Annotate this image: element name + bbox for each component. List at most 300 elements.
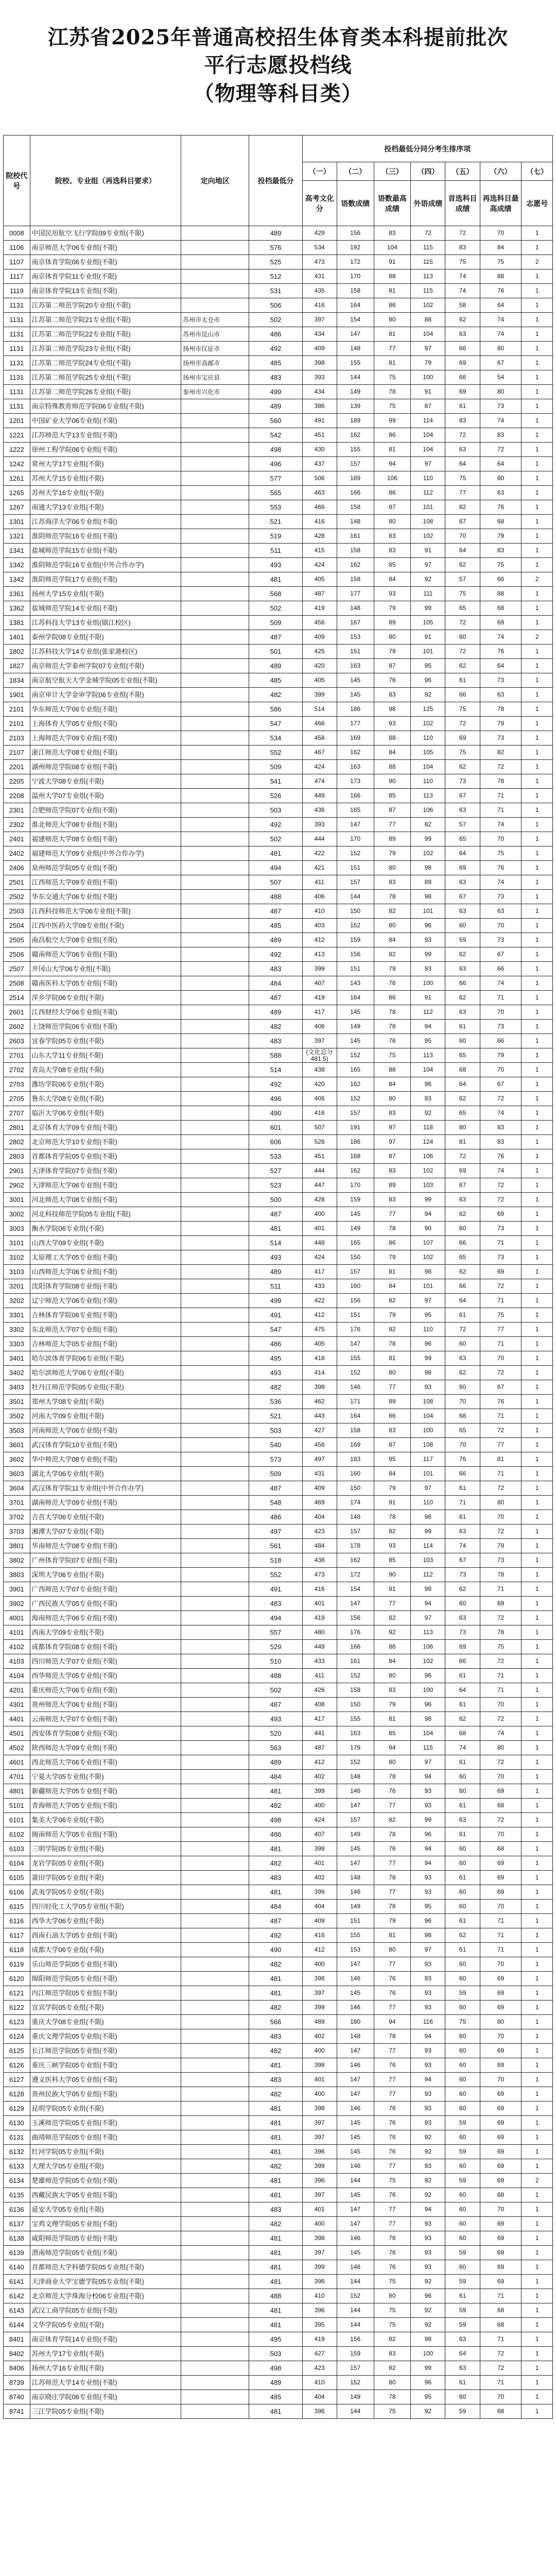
table-row bbox=[4, 457, 553, 471]
cell-dir bbox=[181, 1986, 249, 2001]
cell-rank-7: 1 bbox=[522, 2231, 553, 2246]
cell-rank-7: 1 bbox=[522, 2087, 553, 2102]
cell-score: 485 bbox=[249, 2390, 302, 2404]
cell-rank-2: 146 bbox=[337, 2231, 374, 2246]
table-row bbox=[4, 1611, 553, 1625]
cell-code: 1827 bbox=[4, 659, 30, 673]
table-row bbox=[4, 558, 553, 572]
cell-rank-4: 100 bbox=[411, 1423, 445, 1438]
cell-dir bbox=[181, 1337, 249, 1351]
cell-code: 6106 bbox=[4, 1885, 30, 1900]
cell-rank-1: 393 bbox=[302, 370, 337, 385]
table-row bbox=[4, 1323, 553, 1337]
cell-rank-5: 69 bbox=[445, 385, 480, 399]
cell-rank-5: 61 bbox=[445, 1698, 480, 1712]
cell-name: 首都体育学院05专业组(不限) bbox=[30, 1149, 181, 1164]
cell-rank-6: 70 bbox=[480, 2202, 522, 2217]
cell-rank-1: 526 bbox=[302, 1135, 337, 1149]
cell-name: 文华学院05专业组(不限) bbox=[30, 2318, 181, 2332]
cell-rank-4: 113 bbox=[411, 1625, 445, 1640]
cell-score: 492 bbox=[249, 1077, 302, 1092]
cell-rank-5: 63 bbox=[445, 803, 480, 818]
cell-rank-6: 69 bbox=[480, 1597, 522, 1611]
cell-rank-1: 497 bbox=[302, 1452, 337, 1467]
cell-rank-5: 63 bbox=[445, 327, 480, 342]
cell-rank-4: 100 bbox=[411, 976, 445, 991]
cell-rank-3: 75 bbox=[374, 2174, 411, 2188]
cell-rank-4: 104 bbox=[411, 428, 445, 443]
cell-rank-4: 115 bbox=[411, 241, 445, 255]
cell-rank-2: 157 bbox=[337, 875, 374, 890]
cell-rank-5: 72 bbox=[445, 717, 480, 731]
cell-rank-1: 400 bbox=[302, 1957, 337, 1972]
cell-rank-2: 150 bbox=[337, 1698, 374, 1712]
cell-rank-7: 1 bbox=[522, 1366, 553, 1380]
cell-rank-3: 78 bbox=[374, 1337, 411, 1351]
cell-rank-3: 80 bbox=[374, 2289, 411, 2303]
cell-rank-4: 115 bbox=[411, 255, 445, 269]
cell-score: 493 bbox=[249, 1366, 302, 1380]
title-line-1: 江苏省2025年普通高校招生体育类本科提前批次 bbox=[47, 25, 509, 49]
cell-rank-2: 145 bbox=[337, 1986, 374, 2001]
cell-rank-4: 101 bbox=[411, 1467, 445, 1481]
cell-name: 东北师范大学07专业组(不限) bbox=[30, 1323, 181, 1337]
cell-rank-1: 405 bbox=[302, 673, 337, 688]
cell-rank-3: 79 bbox=[374, 645, 411, 659]
table-row bbox=[4, 1250, 553, 1265]
table-row bbox=[4, 832, 553, 846]
cell-name: 湖北大学06专业组(不限) bbox=[30, 1467, 181, 1481]
cell-code: 2406 bbox=[4, 861, 30, 875]
cell-score: 487 bbox=[249, 991, 302, 1005]
cell-rank-1: 441 bbox=[302, 1726, 337, 1741]
cell-rank-2: 152 bbox=[337, 2289, 374, 2303]
cell-rank-7: 1 bbox=[522, 1294, 553, 1308]
cell-dir bbox=[181, 2058, 249, 2073]
cell-code: 2101 bbox=[4, 702, 30, 717]
cell-rank-4: 92 bbox=[411, 2318, 445, 2332]
cell-rank-5: 72 bbox=[445, 1149, 480, 1164]
cell-score: 510 bbox=[249, 1654, 302, 1669]
cell-code: 6120 bbox=[4, 1972, 30, 1986]
cell-rank-7: 1 bbox=[522, 1164, 553, 1178]
cell-code: 3302 bbox=[4, 1323, 30, 1337]
cell-rank-3: 80 bbox=[374, 1943, 411, 1957]
cell-rank-4: 94 bbox=[411, 1207, 445, 1222]
cell-dir bbox=[181, 1799, 249, 1813]
cell-rank-3: 77 bbox=[374, 818, 411, 832]
cell-code: 6124 bbox=[4, 2029, 30, 2044]
cell-rank-4: 96 bbox=[411, 673, 445, 688]
cell-score: 499 bbox=[249, 1294, 302, 1308]
cell-rank-1: 473 bbox=[302, 1568, 337, 1582]
cell-dir bbox=[181, 1827, 249, 1842]
cell-score: 482 bbox=[249, 688, 302, 702]
cell-code: 3503 bbox=[4, 1423, 30, 1438]
cell-dir bbox=[181, 1712, 249, 1726]
table-row bbox=[4, 2217, 553, 2231]
cell-rank-4: 95 bbox=[411, 1900, 445, 1914]
cell-code: 1222 bbox=[4, 443, 30, 457]
cell-rank-3: 76 bbox=[374, 2058, 411, 2073]
cell-rank-2: 192 bbox=[337, 241, 374, 255]
cell-dir bbox=[181, 890, 249, 904]
cell-rank-1: 400 bbox=[302, 2217, 337, 2231]
cell-rank-5: 62 bbox=[445, 1928, 480, 1943]
cell-rank-1: 421 bbox=[302, 861, 337, 875]
cell-rank-3: 79 bbox=[374, 1698, 411, 1712]
cell-rank-6: 88 bbox=[480, 269, 522, 284]
table-row bbox=[4, 2390, 553, 2404]
cell-rank-3: 83 bbox=[374, 529, 411, 544]
cell-rank-4: 104 bbox=[411, 760, 445, 774]
cell-rank-2: 149 bbox=[337, 1900, 374, 1914]
cell-score: 498 bbox=[249, 443, 302, 457]
cell-rank-3: 80 bbox=[374, 2376, 411, 2390]
cell-rank-3: 87 bbox=[374, 1438, 411, 1452]
cell-name: 乐山师范学院05专业组(不限) bbox=[30, 1957, 181, 1972]
cell-code: 3501 bbox=[4, 1395, 30, 1409]
table-row bbox=[4, 789, 553, 803]
cell-name: 南京师范大学泰州学院07专业组(不限) bbox=[30, 659, 181, 673]
table-row bbox=[4, 1799, 553, 1813]
cell-score: 503 bbox=[249, 1423, 302, 1438]
cell-rank-4: 103 bbox=[411, 1553, 445, 1568]
cell-dir: 扬州市仪征市 bbox=[181, 342, 249, 356]
cell-rank-7: 2 bbox=[522, 2174, 553, 2188]
cell-rank-1: 420 bbox=[302, 659, 337, 673]
cell-rank-6: 63 bbox=[480, 688, 522, 702]
cell-name: 湖州师范学院08专业组(不限) bbox=[30, 760, 181, 774]
cell-rank-4: 118 bbox=[411, 1121, 445, 1135]
cell-dir bbox=[181, 1842, 249, 1856]
cell-rank-1: 409 bbox=[302, 630, 337, 645]
table-row bbox=[4, 284, 553, 298]
cell-rank-3: 81 bbox=[374, 1712, 411, 1726]
cell-code: 4801 bbox=[4, 1784, 30, 1799]
cell-rank-3: 92 bbox=[374, 1323, 411, 1337]
cell-rank-3: 83 bbox=[374, 226, 411, 241]
cell-name: 重庆师范大学06专业组(不限) bbox=[30, 1683, 181, 1698]
cell-score: 489 bbox=[249, 1005, 302, 1020]
table-row bbox=[4, 500, 553, 515]
cell-rank-4: 96 bbox=[411, 1337, 445, 1351]
cell-code: 2508 bbox=[4, 976, 30, 991]
cell-score: 488 bbox=[249, 890, 302, 904]
cell-rank-1: 466 bbox=[302, 717, 337, 731]
cell-rank-4: 101 bbox=[411, 645, 445, 659]
cell-rank-1: 407 bbox=[302, 976, 337, 991]
cell-rank-2: 145 bbox=[337, 1842, 374, 1856]
cell-name: 常州大学17专业组(不限) bbox=[30, 457, 181, 471]
cell-rank-5: 74 bbox=[445, 1539, 480, 1553]
cell-dir bbox=[181, 1856, 249, 1871]
cell-rank-7: 1 bbox=[522, 846, 553, 861]
cell-score: 481 bbox=[249, 2275, 302, 2289]
cell-rank-2: 167 bbox=[337, 616, 374, 630]
table-row bbox=[4, 1452, 553, 1467]
cell-rank-4: 104 bbox=[411, 1409, 445, 1423]
cell-code: 6130 bbox=[4, 2116, 30, 2130]
cell-dir bbox=[181, 2087, 249, 2102]
cell-rank-7: 1 bbox=[522, 818, 553, 832]
cell-rank-5: 61 bbox=[445, 399, 480, 414]
cell-rank-5: 60 bbox=[445, 2102, 480, 2116]
cell-rank-3: 85 bbox=[374, 1726, 411, 1741]
table-row bbox=[4, 947, 553, 962]
cell-rank-2: 149 bbox=[337, 385, 374, 399]
cell-rank-5: 62 bbox=[445, 1712, 480, 1726]
table-row bbox=[4, 255, 553, 269]
cell-rank-4: 102 bbox=[411, 298, 445, 313]
cell-rank-2: 174 bbox=[337, 1496, 374, 1510]
cell-rank-2: 180 bbox=[337, 2015, 374, 2029]
cell-name: 广州体育学院07专业组(不限) bbox=[30, 1553, 181, 1568]
cell-rank-7: 1 bbox=[522, 399, 553, 414]
cell-dir bbox=[181, 587, 249, 601]
cell-rank-1: 458 bbox=[302, 731, 337, 745]
cell-rank-5: 62 bbox=[445, 947, 480, 962]
cell-rank-3: 76 bbox=[374, 1972, 411, 1986]
cell-rank-5: 60 bbox=[445, 2130, 480, 2145]
cell-rank-6: 70 bbox=[480, 1827, 522, 1842]
cell-code: 3002 bbox=[4, 1207, 30, 1222]
cell-dir bbox=[181, 991, 249, 1005]
cell-code: 6135 bbox=[4, 2188, 30, 2202]
cell-rank-4: 87 bbox=[411, 399, 445, 414]
cell-code: 2603 bbox=[4, 1034, 30, 1048]
cell-score: 501 bbox=[249, 645, 302, 659]
cell-rank-2: 149 bbox=[337, 1827, 374, 1842]
cell-rank-3: 76 bbox=[374, 1842, 411, 1856]
cell-rank-4: 93 bbox=[411, 2001, 445, 2015]
cell-rank-5: 60 bbox=[445, 919, 480, 933]
cell-rank-7: 1 bbox=[522, 1986, 553, 2001]
cell-rank-7: 1 bbox=[522, 1625, 553, 1640]
cell-dir bbox=[181, 2347, 249, 2361]
cell-rank-4: 98 bbox=[411, 2332, 445, 2347]
cell-rank-4: 102 bbox=[411, 1654, 445, 1669]
cell-dir bbox=[181, 2318, 249, 2332]
cell-name: 广西民族大学05专业组(不限) bbox=[30, 1597, 181, 1611]
cell-rank-3: 84 bbox=[374, 1654, 411, 1669]
cell-rank-2: 144 bbox=[337, 2404, 374, 2419]
table-row bbox=[4, 1755, 553, 1770]
cell-score: 573 bbox=[249, 1452, 302, 1467]
cell-rank-4: 96 bbox=[411, 1914, 445, 1928]
cell-code: 3801 bbox=[4, 1539, 30, 1553]
cell-code: 6115 bbox=[4, 1900, 30, 1914]
cell-rank-4: 114 bbox=[411, 414, 445, 428]
cell-code: 2502 bbox=[4, 890, 30, 904]
cell-rank-2: 145 bbox=[337, 688, 374, 702]
table-row bbox=[4, 2376, 553, 2390]
cell-dir bbox=[181, 1279, 249, 1294]
cell-rank-3: 79 bbox=[374, 962, 411, 976]
cell-code: 1131 bbox=[4, 342, 30, 356]
cell-rank-3: 84 bbox=[374, 1279, 411, 1294]
cell-rank-6: 69 bbox=[480, 2102, 522, 2116]
table-row bbox=[4, 1726, 553, 1741]
cell-name: 西华师范大学05专业组(不限) bbox=[30, 1669, 181, 1683]
cell-dir bbox=[181, 471, 249, 486]
cell-rank-1: 433 bbox=[302, 1279, 337, 1294]
cell-rank-2: 152 bbox=[337, 1669, 374, 1683]
cell-dir bbox=[181, 2159, 249, 2174]
cell-dir: 扬州市宝应县 bbox=[181, 370, 249, 385]
table-row bbox=[4, 515, 553, 529]
cell-dir bbox=[181, 1308, 249, 1323]
cell-rank-7: 1 bbox=[522, 2145, 553, 2159]
cell-code: 1342 bbox=[4, 572, 30, 587]
cell-name: 四川师范大学07专业组(不限) bbox=[30, 1654, 181, 1669]
cell-rank-3: 94 bbox=[374, 457, 411, 471]
cell-score: 502 bbox=[249, 601, 302, 616]
cell-rank-4: 101 bbox=[411, 500, 445, 515]
cell-rank-4: 104 bbox=[411, 443, 445, 457]
cell-name: 南通大学13专业组(不限) bbox=[30, 500, 181, 515]
cell-code: 3701 bbox=[4, 1496, 30, 1510]
cell-rank-7: 1 bbox=[522, 284, 553, 298]
cell-dir bbox=[181, 1683, 249, 1698]
cell-rank-3: 85 bbox=[374, 789, 411, 803]
cell-rank-4: 110 bbox=[411, 1323, 445, 1337]
cell-rank-5: 81 bbox=[445, 1135, 480, 1149]
cell-rank-1: 406 bbox=[302, 1020, 337, 1034]
cell-dir bbox=[181, 616, 249, 630]
cell-code: 1901 bbox=[4, 688, 30, 702]
cell-rank-2: 161 bbox=[337, 529, 374, 544]
cell-rank-5: 71 bbox=[445, 1496, 480, 1510]
cell-name: 南京师范大学06专业组(不限) bbox=[30, 241, 181, 255]
cell-dir bbox=[181, 1351, 249, 1366]
cell-rank-7: 1 bbox=[522, 1092, 553, 1106]
cell-code: 6126 bbox=[4, 2058, 30, 2073]
cell-rank-1: 514 bbox=[302, 702, 337, 717]
cell-rank-3: 84 bbox=[374, 1077, 411, 1092]
cell-name: 深圳大学06专业组(不限) bbox=[30, 1568, 181, 1582]
cell-dir bbox=[181, 630, 249, 645]
cell-rank-4: 108 bbox=[411, 515, 445, 529]
cell-score: 492 bbox=[249, 947, 302, 962]
cell-rank-1: 437 bbox=[302, 457, 337, 471]
cell-rank-5: 57 bbox=[445, 818, 480, 832]
cell-rank-3: 78 bbox=[374, 1005, 411, 1020]
cell-rank-6: 66 bbox=[480, 1034, 522, 1048]
cell-code: 6131 bbox=[4, 2130, 30, 2145]
cell-dir bbox=[181, 2289, 249, 2303]
cell-rank-5: 77 bbox=[445, 486, 480, 500]
cell-rank-7: 1 bbox=[522, 1380, 553, 1395]
cell-rank-6: 72 bbox=[480, 1611, 522, 1625]
cell-score: 492 bbox=[249, 342, 302, 356]
table-row bbox=[4, 673, 553, 688]
cell-name: 吉首大学06专业组(不限) bbox=[30, 1510, 181, 1524]
table-row bbox=[4, 2289, 553, 2303]
cell-rank-1: 426 bbox=[302, 1683, 337, 1698]
cell-name: 西华大学06专业组(不限) bbox=[30, 1914, 181, 1928]
cell-rank-6: 81 bbox=[480, 1452, 522, 1467]
cell-rank-5: 67 bbox=[445, 1178, 480, 1193]
table-row bbox=[4, 471, 553, 486]
cell-rank-4: 95 bbox=[411, 2390, 445, 2404]
table-row bbox=[4, 1553, 553, 1568]
cell-score: 494 bbox=[249, 1611, 302, 1625]
cell-rank-3: 82 bbox=[374, 2332, 411, 2347]
cell-name: 宜春学院05专业组(不限) bbox=[30, 1034, 181, 1048]
cell-rank-4: 92 bbox=[411, 2145, 445, 2159]
cell-name: 山东大学11专业组(不限) bbox=[30, 1048, 181, 1063]
cell-score: 481 bbox=[249, 2174, 302, 2188]
cell-rank-3: 82 bbox=[374, 1294, 411, 1308]
cell-rank-5: 72 bbox=[445, 428, 480, 443]
cell-rank-7: 1 bbox=[522, 414, 553, 428]
cell-rank-6: 66 bbox=[480, 572, 522, 587]
cell-rank-1: 399 bbox=[302, 1885, 337, 1900]
cell-rank-6: 69 bbox=[480, 2058, 522, 2073]
cell-rank-2: 191 bbox=[337, 1121, 374, 1135]
cell-rank-6: 72 bbox=[480, 1654, 522, 1669]
table-row bbox=[4, 1654, 553, 1669]
cell-rank-1: 422 bbox=[302, 846, 337, 861]
cell-rank-7: 1 bbox=[522, 2058, 553, 2073]
cell-rank-2: 152 bbox=[337, 1366, 374, 1380]
cell-rank-3: 76 bbox=[374, 1986, 411, 2001]
cell-rank-1: 417 bbox=[302, 1005, 337, 1020]
cell-rank-1: 397 bbox=[302, 1034, 337, 1048]
cell-rank-1: 397 bbox=[302, 2188, 337, 2202]
cell-rank-6: 83 bbox=[480, 1121, 522, 1135]
cell-rank-7: 1 bbox=[522, 1063, 553, 1077]
cell-rank-6: 70 bbox=[480, 832, 522, 846]
cell-rank-4: 97 bbox=[411, 457, 445, 471]
cell-rank-7: 1 bbox=[522, 1308, 553, 1323]
table-row bbox=[4, 298, 553, 313]
cell-score: 496 bbox=[249, 1092, 302, 1106]
cell-rank-6: 72 bbox=[480, 1712, 522, 1726]
cell-rank-3: 77 bbox=[374, 1856, 411, 1871]
cell-score: 486 bbox=[249, 1827, 302, 1842]
cell-rank-1: 411 bbox=[302, 1669, 337, 1683]
cell-rank-3: 87 bbox=[374, 659, 411, 673]
cell-score: 491 bbox=[249, 1308, 302, 1323]
cell-rank-7: 2 bbox=[522, 572, 553, 587]
cell-rank-3: 80 bbox=[374, 630, 411, 645]
header-s1: 高考文化分 bbox=[302, 181, 337, 226]
cell-rank-6: 72 bbox=[480, 1366, 522, 1380]
cell-rank-6: 73 bbox=[480, 1222, 522, 1236]
cell-code: 1834 bbox=[4, 673, 30, 688]
cell-rank-5: 59 bbox=[445, 2303, 480, 2318]
cell-rank-7: 1 bbox=[522, 2275, 553, 2289]
cell-score: 483 bbox=[249, 1597, 302, 1611]
header-s7: 志愿号 bbox=[522, 181, 553, 226]
cell-rank-1: 427 bbox=[302, 1423, 337, 1438]
cell-name: 江苏第二师范学院23专业组(不限) bbox=[30, 342, 181, 356]
cell-rank-3: 80 bbox=[374, 1669, 411, 1683]
cell-rank-2: 151 bbox=[337, 645, 374, 659]
cell-score: 577 bbox=[249, 471, 302, 486]
cell-name: 江西科技师范大学06专业组(不限) bbox=[30, 904, 181, 919]
cell-rank-3: 89 bbox=[374, 616, 411, 630]
table-row bbox=[4, 1871, 553, 1885]
cell-rank-6: 67 bbox=[480, 1077, 522, 1092]
cell-code: 1117 bbox=[4, 269, 30, 284]
cell-code: 4001 bbox=[4, 1611, 30, 1625]
cell-rank-3: 87 bbox=[374, 1149, 411, 1164]
cell-rank-5: 60 bbox=[445, 2260, 480, 2275]
cell-name: 西南大学09专业组(不限) bbox=[30, 1625, 181, 1640]
